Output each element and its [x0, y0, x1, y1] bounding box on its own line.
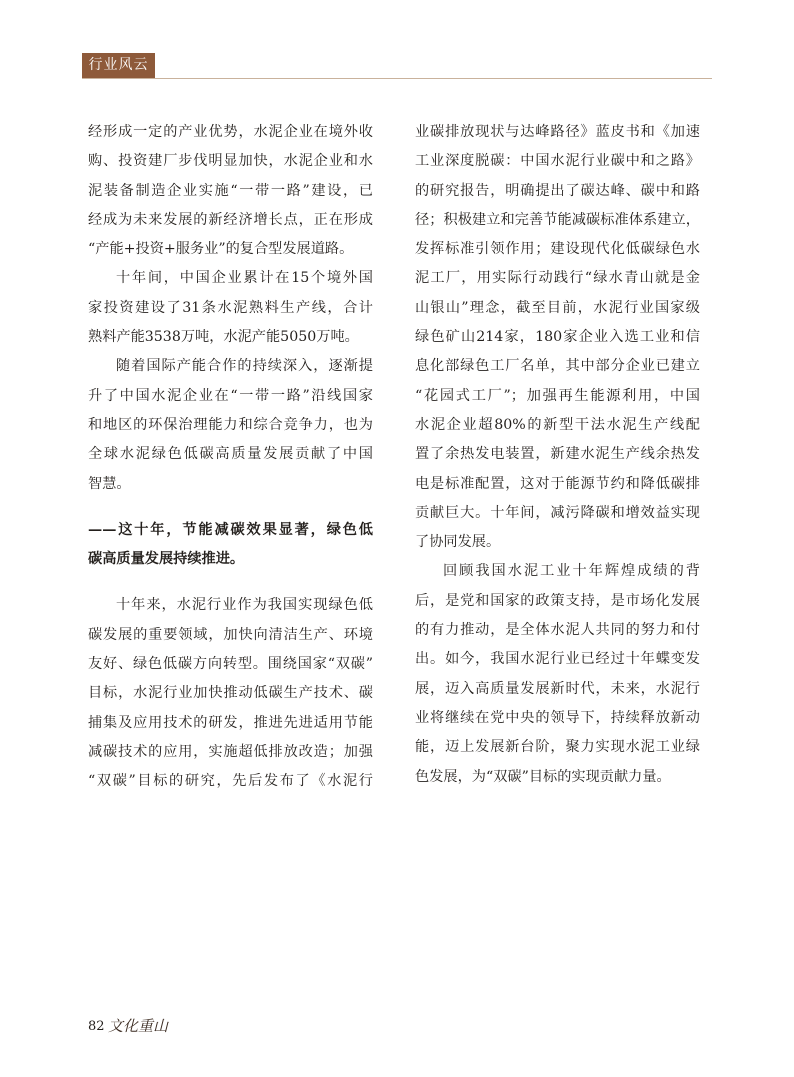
publication-logo: 文化重山	[108, 1017, 169, 1035]
body-text-line: 贡献巨大。十年间，减污降碳和增效益实现	[415, 504, 700, 521]
body-text-line: 展，迈入高质量发展新时代，未来，水泥行	[415, 680, 700, 697]
body-text-line: 业碳排放现状与达峰路径》蓝皮书和《加速	[415, 124, 700, 140]
body-text-line: 径；积极建立和完善节能减碳标准体系建立，	[415, 211, 700, 228]
body-text-line: 购、投资建厂步伐明显加快，水泥企业和水	[88, 153, 373, 170]
body-text-line: 泥工厂，用实际行动践行“绿水青山就是金	[415, 270, 700, 287]
body-text-line: 置了余热发电装置，新建水泥生产线余热发	[415, 446, 700, 463]
body-text-line: 绿色矿山214家，180家企业入选工业和信	[415, 329, 700, 346]
body-text-line: 减碳技术的应用，实施超低排放改造；加强	[88, 743, 373, 760]
body-text-line: “花园式工厂”；加强再生能源利用，中国	[415, 387, 700, 404]
body-text-line: 升了中国水泥企业在“一带一路”沿线国家	[88, 387, 373, 404]
body-text-line: 后，是党和国家的政策支持，是市场化发展	[415, 592, 700, 609]
body-text-line: 十年来，水泥行业作为我国实现绿色低	[116, 597, 373, 614]
body-text-line: 的研究报告，明确提出了碳达峰、碳中和路	[415, 182, 700, 199]
body-text-line: 出。如今，我国水泥行业已经过十年蝶变发	[415, 651, 700, 668]
subheading-line: ——这十年，节能减碳效果显著，绿色低	[88, 521, 373, 538]
body-text-line: 回顾我国水泥工业十年辉煌成绩的背	[443, 563, 700, 580]
body-text-line: 随着国际产能合作的持续深入，逐渐提	[116, 358, 373, 375]
body-text-line: “产能+投资+服务业”的复合型发展道路。	[88, 241, 354, 258]
body-text-line: 友好、绿色低碳方向转型。围绕国家“双碳”	[88, 656, 373, 673]
body-text-line: 十年间，中国企业累计在15个境外国	[116, 270, 373, 287]
section-tag-label: 行业风云	[88, 57, 149, 73]
paragraph-gap	[88, 574, 373, 591]
body-text-line: 息化部绿色工厂名单，其中部分企业已建立	[415, 358, 700, 375]
body-text-line: 的有力推动，是全体水泥人共同的努力和付	[415, 622, 700, 639]
body-text-line: 目标，水泥行业加快推动低碳生产技术、碳	[88, 685, 373, 702]
body-text-line: 经形成一定的产业优势，水泥企业在境外收	[88, 124, 373, 140]
body-text-line: 泥装备制造企业实施“一带一路”建设，已	[88, 182, 373, 199]
section-tag	[82, 53, 155, 78]
body-text-line: 能，迈上发展新台阶，聚力实现水泥工业绿	[415, 739, 700, 756]
body-text-line: 智慧。	[88, 475, 131, 492]
body-text-line: 捕集及应用技术的研发，推进先进适用节能	[88, 714, 373, 731]
body-text-line: 工业深度脱碳：中国水泥行业碳中和之路》	[415, 153, 700, 170]
body-text-line: 家投资建设了31条水泥熟料生产线，合计	[88, 299, 373, 316]
body-text-line: “双碳”目标的研究，先后发布了《水泥行	[88, 773, 373, 790]
body-text-line: 全球水泥绿色低碳高质量发展贡献了中国	[88, 446, 373, 463]
body-text-line: 电是标准配置，这对于能源节约和降低碳排	[415, 475, 700, 492]
right-text-column	[415, 118, 700, 792]
subheading-line: 碳高质量发展持续推进。	[88, 551, 245, 568]
header-divider	[82, 78, 712, 79]
body-text-line: 经成为未来发展的新经济增长点，正在形成	[88, 211, 373, 228]
paragraph-gap	[88, 499, 373, 516]
body-text-line: 发挥标准引领作用；建设现代化低碳绿色水	[415, 241, 700, 258]
body-text-line: 山银山”理念，截至目前，水泥行业国家级	[415, 299, 700, 316]
body-text-line: 了协同发展。	[415, 534, 501, 551]
body-text-line: 业将继续在党中央的领导下，持续释放新动	[415, 709, 700, 726]
body-text-line: 和地区的环保治理能力和综合竞争力，也为	[88, 416, 373, 433]
left-text-column	[88, 118, 373, 797]
body-text-line: 碳发展的重要领域，加快向清洁生产、环境	[88, 626, 373, 643]
body-text-line: 色发展，为“双碳”目标的实现贡献力量。	[415, 768, 671, 785]
page-number: 82	[88, 1019, 105, 1034]
body-text-line: 水泥企业超80%的新型干法水泥生产线配	[415, 416, 700, 433]
body-text-line: 熟料产能3538万吨，水泥产能5050万吨。	[88, 329, 359, 346]
